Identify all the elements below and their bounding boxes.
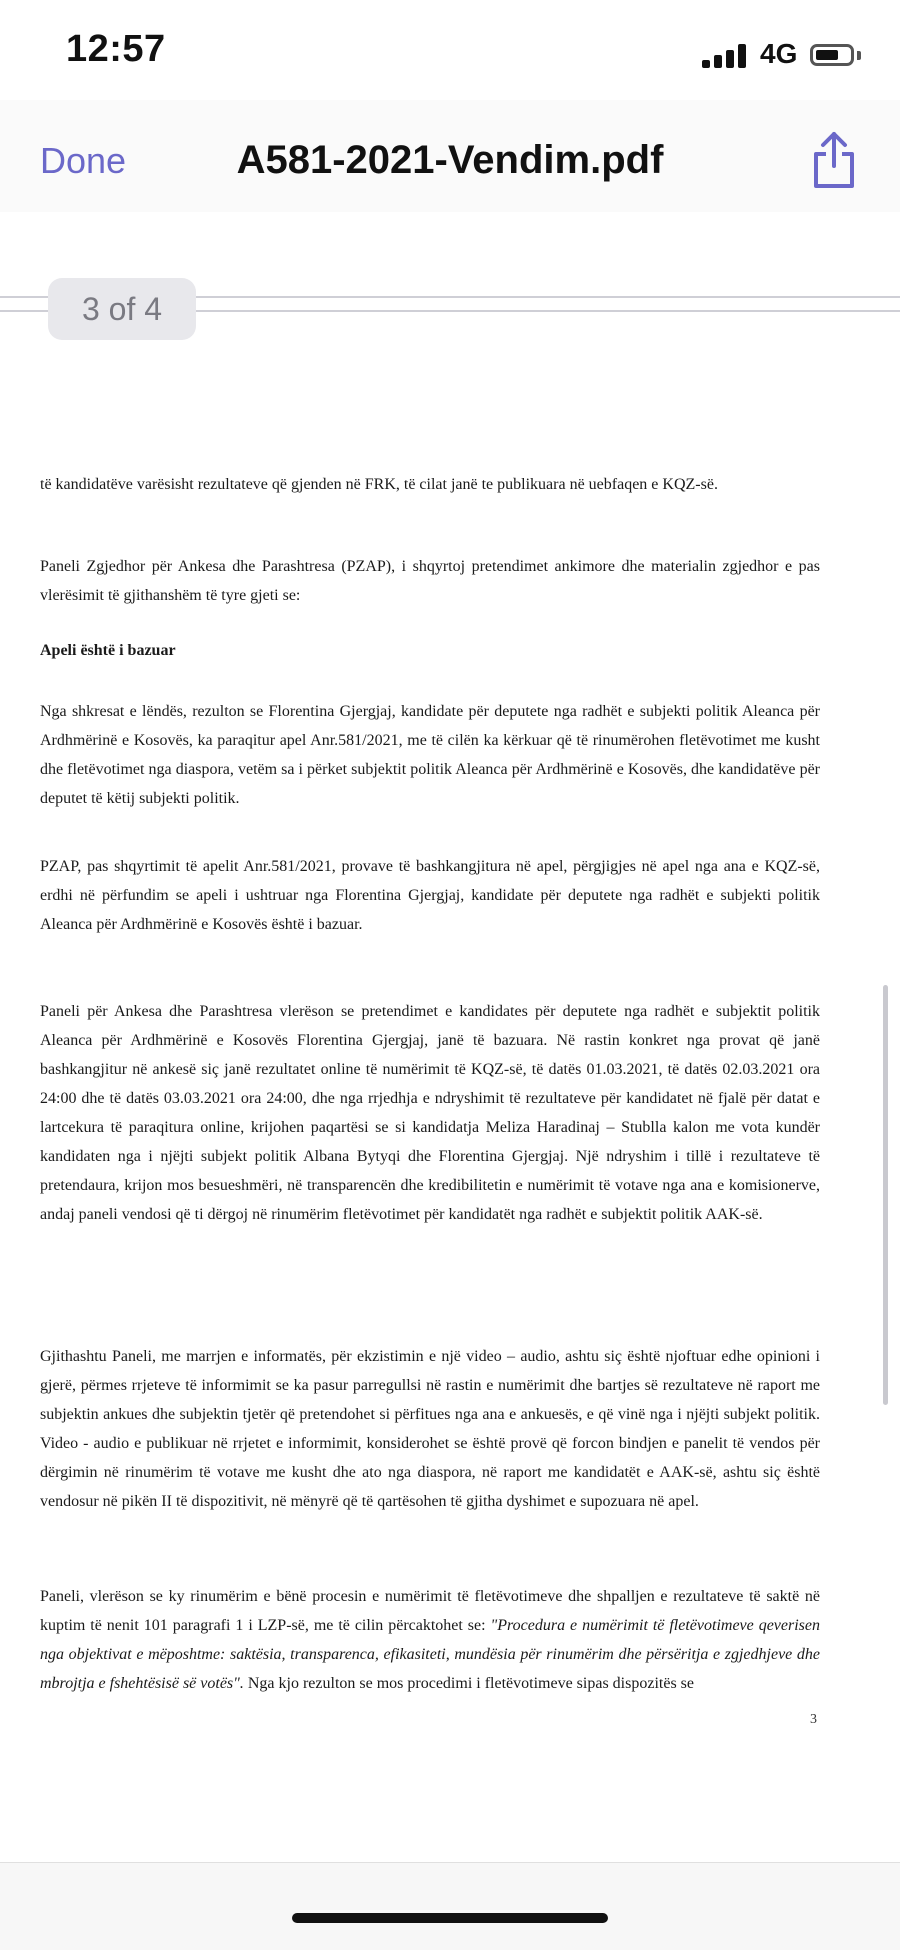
page-strip [0, 212, 900, 342]
paragraph-text: Paneli, vlerëson se ky rinumërim e bënë procesin e numërimit të fletëvotimeve dhe shpalljen e rezultateve të saktë në kuptim të nenit 101 paragrafi 1 i LZP-së, me të cilin përcaktohet se: [40, 1588, 820, 1634]
done-button[interactable]: Done [40, 140, 127, 181]
home-indicator[interactable] [292, 1913, 608, 1923]
document-title: A581-2021-Vendim.pdf [236, 138, 664, 182]
section-heading: Apeli është i bazuar [40, 642, 176, 659]
network-type: 4G [760, 38, 798, 69]
battery-cap [857, 51, 861, 60]
page-number: 3 [810, 1712, 817, 1727]
status-bar [0, 0, 900, 100]
paragraph: Nga shkresat e lëndës, rezulton se Florentina Gjergjaj, kandidate për deputete nga radhët e subjekti politik Aleanca për Ardhmërinë e Kosovës, ka paraqitur apel Anr.581/2021, me të cilën ka kërkuar që të rinumërohen fletëvotimet me kusht dhe fletëvotimet nga diaspora, vetëm sa i përket subjektit politik Aleanca për Ardhmërinë e Kosovës, dhe kandidatëve për deputet të këtij subjekti politik. [40, 703, 820, 807]
nav-bar [0, 100, 900, 214]
share-icon[interactable] [810, 130, 858, 190]
paragraph-text: Nga kjo rezulton se mos procedimi i fletëvotimeve sipas dispozitës se [247, 1675, 694, 1692]
scroll-indicator[interactable] [883, 985, 888, 1405]
battery-icon [810, 44, 854, 66]
paragraph: Paneli për Ankesa dhe Parashtresa vlerëson se pretendimet e kandidates për deputete nga radhët e subjektit politik Aleanca për Ardhmërinë e Kosovës Florentina Gjergjaj, janë të bazuara. Në rastin konkret nga provat që janë bashkangjitur në ankesë siç janë rezultatet online të numërimit të KQZ-së, të datës 01.03.2021, të datës 02.03.2021 ora 24:00 dhe të datës 03.03.2021 ora 24:00, dhe nga rrjedhja e ndryshimit të rezultateve për kandidatet në fjalë për datat e lartcekura të paraqitura online, krijohen paqartësi se si kandidatja Meliza Haradinaj – Stublla kalon me vota kundër kandidaten nga i njëjti subjekt politik Albana Bytyqi dhe Florentina Gjergjaj. Një ndryshim i tillë i rezultateve të pretendaura, krijon mos besueshmëri, në transparencën dhe kredibilitetin e numërimit të votave nga ana e komisionerve, andaj paneli vendosi që ti dërgoj në rinumërim fletëvotimet për kandidatët nga radhët e subjektit politik AAK-së. [40, 1003, 820, 1223]
page-indicator: 3 of 4 [48, 278, 196, 340]
legal-quote: "Procedura e numërimit të fletëvotimeve qeverisen nga objektivat e mëposhtme: saktësia, transparenca, efikasiteti, mundësia për rinumërim dhe përsëritja e zgjedhjeve dhe mbrojtja e fshehtësisë së votës". [40, 1617, 821, 1692]
paragraph: PZAP, pas shqyrtimit të apelit Anr.581/2021, provave të bashkangjitura në apel, përgjigjes në apel nga ana e KQZ-së, erdhi në përfundim se apeli i ushtruar nga Florentina Gjergjaj, kandidate për deputete nga radhët e subjekti politik Aleanca për Ardhmërinë e Kosovës është i bazuar. [40, 858, 820, 933]
signal-icon [702, 44, 748, 68]
paragraph [40, 1582, 820, 1698]
status-time: 12:57 [66, 28, 166, 70]
paragraph: Paneli Zgjedhor për Ankesa dhe Parashtresa (PZAP), i shqyrtoj pretendimet ankimore dhe materialin zgjedhor e pas vlerësimit të gjithanshëm të tyre gjeti se: [40, 558, 820, 604]
bottom-bar [0, 1862, 900, 1950]
paragraph: të kandidatëve varësisht rezultateve që gjenden në FRK, të cilat janë te publikuara në uebfaqen e KQZ-së. [40, 476, 718, 493]
paragraph: Gjithashtu Paneli, me marrjen e informatës, për ekzistimin e një video – audio, ashtu siç është njoftuar edhe opinioni i gjerë, përmes rrjeteve të informimit se ka pasur parregullsi në rastin e numërimit dhe bartjes së rezultateve në raport me subjektin ankues dhe subjektin tjetër që pretendohet si përfitues nga ana e ankuesës, e që vinë nga i njëjti subjekt politik. Video - audio e publikuar në rrjetet e informimit, konsiderohet se është provë që forcon bindjen e panelit të vendos për dërgimin në rinumërim të votave me kusht dhe ato nga diaspora, në raport me kandidatët e AAK-së, ashtu siç është vendosur në pikën II të dispozitivit, në mënyrë që të qartësohen të gjitha dyshimet e supozuara në apel. [40, 1348, 820, 1510]
pdf-page [0, 342, 900, 1862]
